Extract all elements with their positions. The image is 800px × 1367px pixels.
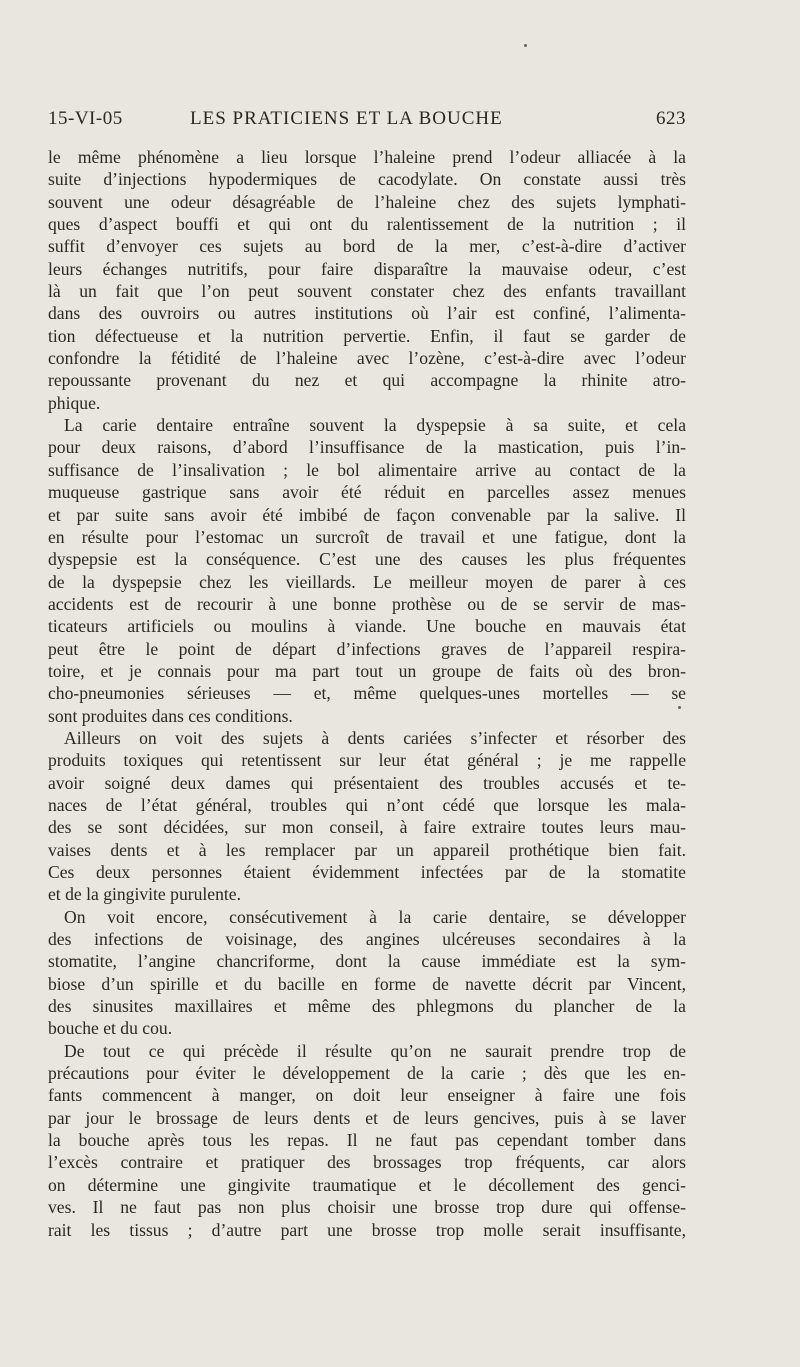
text-line: des sinusites maxillaires et même des phlegmons du plancher de la	[48, 996, 686, 1017]
text-line: précautions pour éviter le développement de la carie ; dès que les en-	[48, 1063, 686, 1084]
text-line: bouche et du cou.	[48, 1018, 173, 1039]
page-number: 623	[656, 108, 686, 129]
issue-date: 15-VI-05	[48, 108, 123, 129]
text-line: de la dyspepsie chez les vieillards. Le meilleur moyen de parer à ces	[48, 571, 686, 592]
text-line: et par suite sans avoir été imbibé de façon convenable par la salive. Il	[48, 504, 686, 525]
text-line: On voit encore, consécutivement à la carie dentaire, se développer	[64, 906, 686, 927]
text-line: sont produites dans ces conditions.	[48, 705, 293, 726]
text-line: on détermine une gingivite traumatique et le décollement des genci-	[48, 1174, 686, 1195]
text-line: leurs échanges nutritifs, pour faire disparaître la mauvaise odeur, c’est	[48, 258, 686, 279]
text-line: naces de l’état général, troubles qui n’ont cédé que lorsque les mala-	[48, 794, 686, 815]
text-line: l’excès contraire et pratiquer des brossages trop fréquents, car alors	[48, 1152, 686, 1173]
text-line: tion défectueuse et la nutrition pervertie. Enfin, il faut se garder de	[48, 325, 686, 346]
running-head	[48, 108, 686, 136]
text-line: suite d’injections hypodermiques de cacodylate. On constate aussi très	[48, 169, 686, 190]
text-line: souvent une odeur désagréable de l’haleine chez des sujets lymphati-	[48, 191, 686, 212]
text-line: suffit d’envoyer ces sujets au bord de la mer, c’est-à-dire d’activer	[48, 236, 686, 257]
text-line: produits toxiques qui retentissent sur leur état général ; je me rappelle	[48, 750, 686, 771]
text-line: la bouche après tous les repas. Il ne faut pas cependant tomber dans	[48, 1130, 686, 1151]
text-line: peut être le point de départ d’infections graves de l’appareil respira-	[48, 638, 686, 659]
running-title: LES PRATICIENS ET LA BOUCHE	[190, 108, 503, 129]
text-line: fants commencent à manger, on doit leur enseigner à faire une fois	[48, 1085, 686, 1106]
text-line: stomatite, l’angine chancriforme, dont la cause immédiate est la sym-	[48, 951, 686, 972]
text-line: phique.	[48, 392, 101, 413]
text-line: cho-pneumonies sérieuses — et, même quelques-unes mortelles — se	[48, 683, 686, 704]
text-line: biose d’un spirille et du bacille en forme de navette décrit par Vincent,	[48, 973, 686, 994]
text-line: La carie dentaire entraîne souvent la dyspepsie à sa suite, et cela	[64, 415, 686, 436]
body-text	[48, 146, 686, 1241]
text-line: des se sont décidées, sur mon conseil, à faire extraire toutes leurs mau-	[48, 817, 686, 838]
text-line: là un fait que l’on peut souvent constater chez des enfants travaillant	[48, 281, 686, 302]
text-line: dans des ouvroirs ou autres institutions où l’air est confiné, l’alimenta-	[48, 303, 686, 324]
text-line: toire, et je connais pour ma part tout un groupe de faits où des bron-	[48, 660, 686, 681]
text-line: ques d’aspect bouffi et qui ont du ralentissement de la nutrition ; il	[48, 214, 686, 235]
text-line: muqueuse gastrique sans avoir été réduit en parcelles assez menues	[48, 482, 686, 503]
text-line: le même phénomène a lieu lorsque l’haleine prend l’odeur alliacée à la	[48, 147, 686, 167]
text-line: des infections de voisinage, des angines ulcéreuses secondaires à la	[48, 929, 686, 950]
text-line: repoussante provenant du nez et qui accompagne la rhinite atro-	[48, 370, 686, 391]
text-line: en résulte pour l’estomac un surcroît de travail et une fatigue, dont la	[48, 526, 686, 547]
text-line: suffisance de l’insalivation ; le bol alimentaire arrive au contact de la	[48, 459, 686, 480]
text-line: et de la gingivite purulente.	[48, 884, 241, 905]
text-line: confondre la fétidité de l’haleine avec l’ozène, c’est-à-dire avec l’odeur	[48, 348, 686, 369]
text-line: ves. Il ne faut pas non plus choisir une brosse trop dure qui offense-	[48, 1197, 686, 1218]
text-line: par jour le brossage de leurs dents et de leurs gencives, puis à se laver	[48, 1107, 686, 1128]
paper-speck	[678, 706, 681, 709]
text-line: Ailleurs on voit des sujets à dents cariées s’infecter et résorber des	[64, 727, 686, 748]
text-line: ticateurs artificiels ou moulins à viande. Une bouche en mauvais état	[48, 616, 686, 637]
text-line: dyspepsie est la conséquence. C’est une des causes les plus fréquentes	[48, 549, 686, 570]
text-line: avoir soigné deux dames qui présentaient des troubles accusés et te-	[48, 772, 686, 793]
paper-speck	[524, 44, 527, 47]
text-line: accidents est de recourir à une bonne prothèse ou de se servir de mas-	[48, 593, 686, 614]
text-line: vaises dents et à les remplacer par un appareil prothétique bien fait.	[48, 839, 686, 860]
text-line: De tout ce qui précède il résulte qu’on ne saurait prendre trop de	[64, 1040, 686, 1061]
text-line: pour deux raisons, d’abord l’insuffisance de la mastication, puis l’in-	[48, 437, 686, 458]
text-line: rait les tissus ; d’autre part une brosse trop molle serait insuffisante,	[48, 1219, 686, 1240]
text-line: Ces deux personnes étaient évidemment infectées par de la stomatite	[48, 862, 686, 882]
